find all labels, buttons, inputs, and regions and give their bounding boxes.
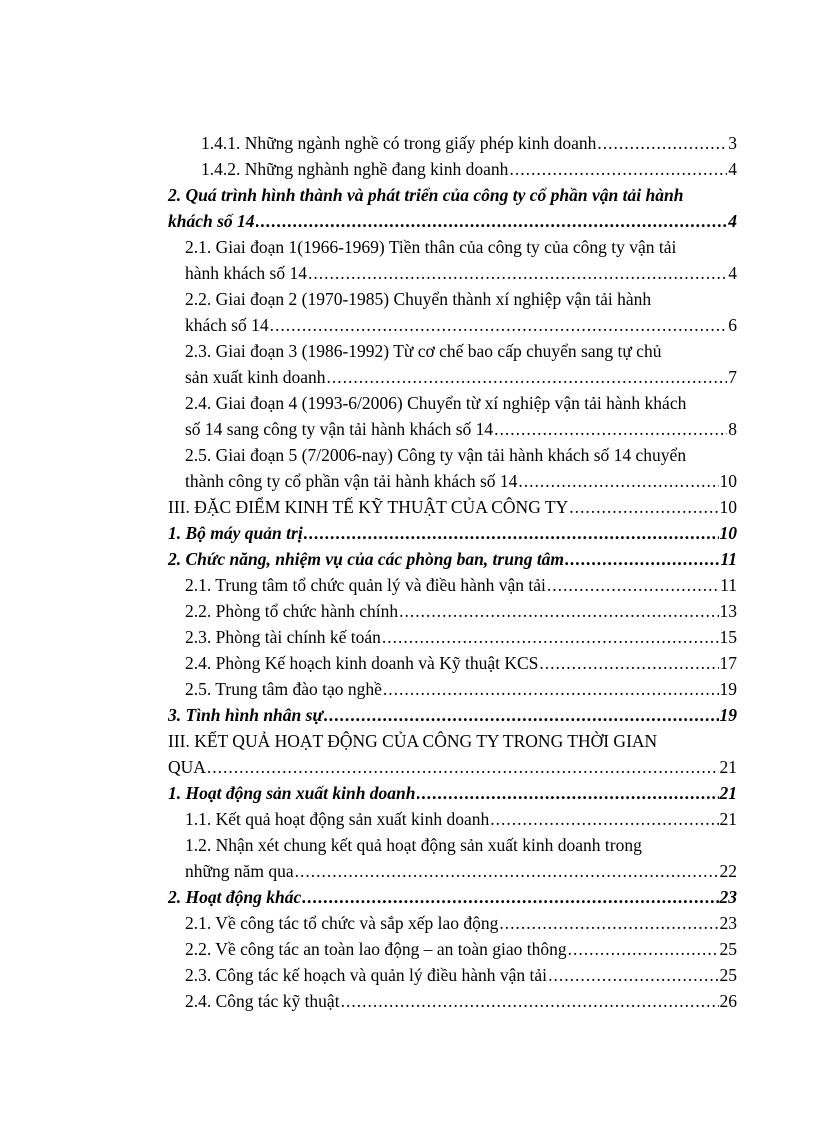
toc-entry-2-3-line1 [185, 340, 737, 362]
toc-page-number: 10 [719, 471, 737, 491]
toc-entry-text: 1.1. Kết quả hoạt động sản xuất kinh doanh [185, 809, 490, 829]
toc-entry-phong-ke-hoach [185, 652, 737, 674]
toc-page-number: 13 [719, 601, 737, 621]
toc-heading-3-nhan-su [168, 704, 737, 726]
toc-page-number: 23 [719, 913, 737, 933]
toc-page-number: 23 [719, 887, 737, 907]
toc-leader-dots [207, 756, 719, 778]
toc-entry-text: QUA [168, 757, 206, 777]
toc-entry-text: 2. Chức năng, nhiệm vụ của các phòng ban, trung tâm [168, 549, 565, 569]
toc-entry-1-1 [185, 808, 737, 830]
toc-entry-text: 2.5. Trung tâm đào tạo nghề [185, 679, 382, 699]
toc-page-number: 25 [719, 939, 737, 959]
toc-leader-dots [295, 860, 719, 882]
toc-leader-dots [256, 210, 728, 232]
toc-entry-1-4-2 [201, 158, 737, 180]
toc-leader-dots [341, 990, 719, 1012]
toc-page-number: 19 [719, 679, 737, 699]
toc-page-number: 7 [728, 367, 737, 387]
toc-leader-dots [518, 470, 718, 492]
toc-entry-text: 2.1. Trung tâm tổ chức quản lý và điều hành vận tải [185, 575, 546, 595]
toc-heading-1-bo-may [168, 522, 737, 544]
toc-page-number: 17 [719, 653, 737, 673]
toc-entry-1-4-1 [201, 132, 737, 154]
toc-heading-2-line1 [168, 184, 737, 206]
toc-entry-text: 2.2. Phòng tổ chức hành chính [185, 601, 399, 621]
toc-entry-2-3-ke-hoach [185, 964, 737, 986]
toc-heading-2-hoat-dong-khac [168, 886, 737, 908]
toc-leader-dots [326, 366, 727, 388]
toc-leader-dots [494, 418, 727, 440]
toc-leader-dots [597, 132, 727, 154]
toc-entry-text: 2.2. Về công tác an toàn lao động – an toàn giao thông [185, 939, 567, 959]
toc-entry-text: III. KẾT QUẢ HOẠT ĐỘNG CỦA CÔNG TY TRONG THỜI GIAN [168, 731, 658, 751]
toc-leader-dots [565, 548, 719, 570]
toc-entry-2-1-to-chuc [185, 912, 737, 934]
toc-entry-2-4-line1 [185, 392, 737, 414]
toc-section-3b-line1 [168, 730, 737, 752]
toc-entry-text: III. ĐẶC ĐIỂM KINH TẾ KỸ THUẬT CỦA CÔNG TY [168, 497, 569, 517]
toc-entry-text: 2.3. Công tác kế hoạch và quản lý điều hành vận tải [185, 965, 548, 985]
toc-entry-text: 2.4. Công tác kỹ thuật [185, 991, 340, 1011]
toc-entry-text: những năm qua [185, 861, 294, 881]
toc-entry-text: 2.4. Phòng Kế hoạch kinh doanh và Kỹ thuật KCS [185, 653, 539, 673]
toc-entry-text: thành công ty cổ phần vận tải hành khách số 14 [185, 471, 518, 491]
toc-page-number: 8 [728, 419, 737, 439]
toc-entry-text: 2.4. Giai đoạn 4 (1993-6/2006) Chuyển từ xí nghiệp vận tải hành khách [185, 393, 687, 413]
toc-page-number: 25 [719, 965, 737, 985]
toc-heading-2-line2 [168, 210, 737, 232]
toc-page-number: 21 [719, 757, 737, 777]
toc-leader-dots [539, 652, 718, 674]
toc-entry-1-2-line2 [185, 860, 737, 882]
toc-entry-text: số 14 sang công ty vận tải hành khách số 14 [185, 419, 494, 439]
toc-page-number: 26 [719, 991, 737, 1011]
toc-section-3b-line2 [168, 756, 737, 778]
toc-heading-2-chuc-nang [168, 548, 737, 570]
toc-leader-dots [270, 314, 728, 336]
toc-entry-2-2-an-toan [185, 938, 737, 960]
toc-entry-2-2-line2 [185, 314, 737, 336]
toc-entry-trung-tam [185, 574, 737, 596]
toc-entry-text: 1. Bộ máy quản trị [168, 523, 303, 543]
toc-leader-dots [569, 496, 718, 518]
toc-entry-text: 2.3. Phòng tài chính kế toán [185, 627, 381, 647]
toc-heading-1-hoat-dong [168, 782, 737, 804]
toc-entry-text: 1.4.1. Những ngành nghề có trong giấy phép kinh doanh [201, 133, 597, 153]
toc-leader-dots [417, 782, 719, 804]
toc-entry-text: 3. Tình hình nhân sự [168, 705, 323, 725]
toc-entry-text: 1.2. Nhận xét chung kết quả hoạt động sản xuất kinh doanh trong [185, 835, 642, 855]
toc-entry-text: khách số 14 [168, 211, 255, 231]
toc-page-number: 11 [720, 549, 737, 569]
toc-leader-dots [568, 938, 719, 960]
toc-page-number: 6 [728, 315, 737, 335]
toc-entry-1-2-line1 [185, 834, 737, 856]
toc-entry-text: sản xuất kinh doanh [185, 367, 326, 387]
toc-page-number: 4 [728, 263, 737, 283]
toc-entry-text: 2.5. Giai đoạn 5 (7/2006-nay) Công ty vận tải hành khách số 14 chuyển [185, 445, 687, 465]
toc-entry-2-3-line2 [185, 366, 737, 388]
toc-page-number: 4 [728, 211, 737, 231]
toc-entry-text: 2. Quá trình hình thành và phát triển của công ty cổ phần vận tải hành [168, 185, 684, 205]
toc-leader-dots [490, 808, 718, 830]
toc-page-number: 21 [719, 783, 737, 803]
toc-entry-text: 2. Hoạt động khác [168, 887, 302, 907]
toc-entry-text: khách số 14 [185, 315, 269, 335]
toc-entry-2-1-line1 [185, 236, 737, 258]
toc-entry-phong-to-chuc [185, 600, 737, 622]
toc-entry-2-2-line1 [185, 288, 737, 310]
toc-page-number: 3 [728, 133, 737, 153]
toc-leader-dots [308, 262, 727, 284]
toc-page-number: 15 [719, 627, 737, 647]
toc-entry-2-5-line1 [185, 444, 737, 466]
toc-page-number: 21 [719, 809, 737, 829]
toc-leader-dots [324, 704, 719, 726]
toc-page-number: 4 [728, 159, 737, 179]
toc-entry-text: 2.1. Giai đoạn 1(1966-1969) Tiền thân của công ty của công ty vận tải [185, 237, 677, 257]
toc-page-number: 19 [719, 705, 737, 725]
toc-entry-text: 2.2. Giai đoạn 2 (1970-1985) Chuyển thành xí nghiệp vận tải hành [185, 289, 652, 309]
toc-page-number: 22 [719, 861, 737, 881]
toc-leader-dots [548, 964, 718, 986]
toc-leader-dots [499, 912, 718, 934]
toc-section-3 [168, 496, 737, 518]
toc-page-number: 10 [719, 497, 737, 517]
toc-page-number: 11 [720, 575, 737, 595]
toc-entry-text: 1.4.2. Những nghành nghề đang kinh doanh [201, 159, 509, 179]
toc-leader-dots [383, 678, 719, 700]
toc-entry-text: 2.1. Về công tác tổ chức và sắp xếp lao động [185, 913, 499, 933]
toc-entry-text: 2.3. Giai đoạn 3 (1986-1992) Từ cơ chế bao cấp chuyển sang tự chủ [185, 341, 662, 361]
toc-leader-dots [547, 574, 719, 596]
toc-leader-dots [304, 522, 719, 544]
toc-entry-text: hành khách số 14 [185, 263, 307, 283]
toc-entry-2-4-ky-thuat [185, 990, 737, 1012]
toc-entry-dao-tao [185, 678, 737, 700]
toc-entry-phong-tai-chinh [185, 626, 737, 648]
toc-leader-dots [509, 158, 727, 180]
toc-entry-2-1-line2 [185, 262, 737, 284]
toc-leader-dots [382, 626, 719, 648]
toc-entry-2-4-line2 [185, 418, 737, 440]
toc-page-number: 10 [719, 523, 737, 543]
toc-entry-text: 1. Hoạt động sản xuất kinh doanh [168, 783, 416, 803]
toc-leader-dots [399, 600, 718, 622]
toc-entry-2-5-line2 [185, 470, 737, 492]
toc-leader-dots [302, 886, 718, 908]
